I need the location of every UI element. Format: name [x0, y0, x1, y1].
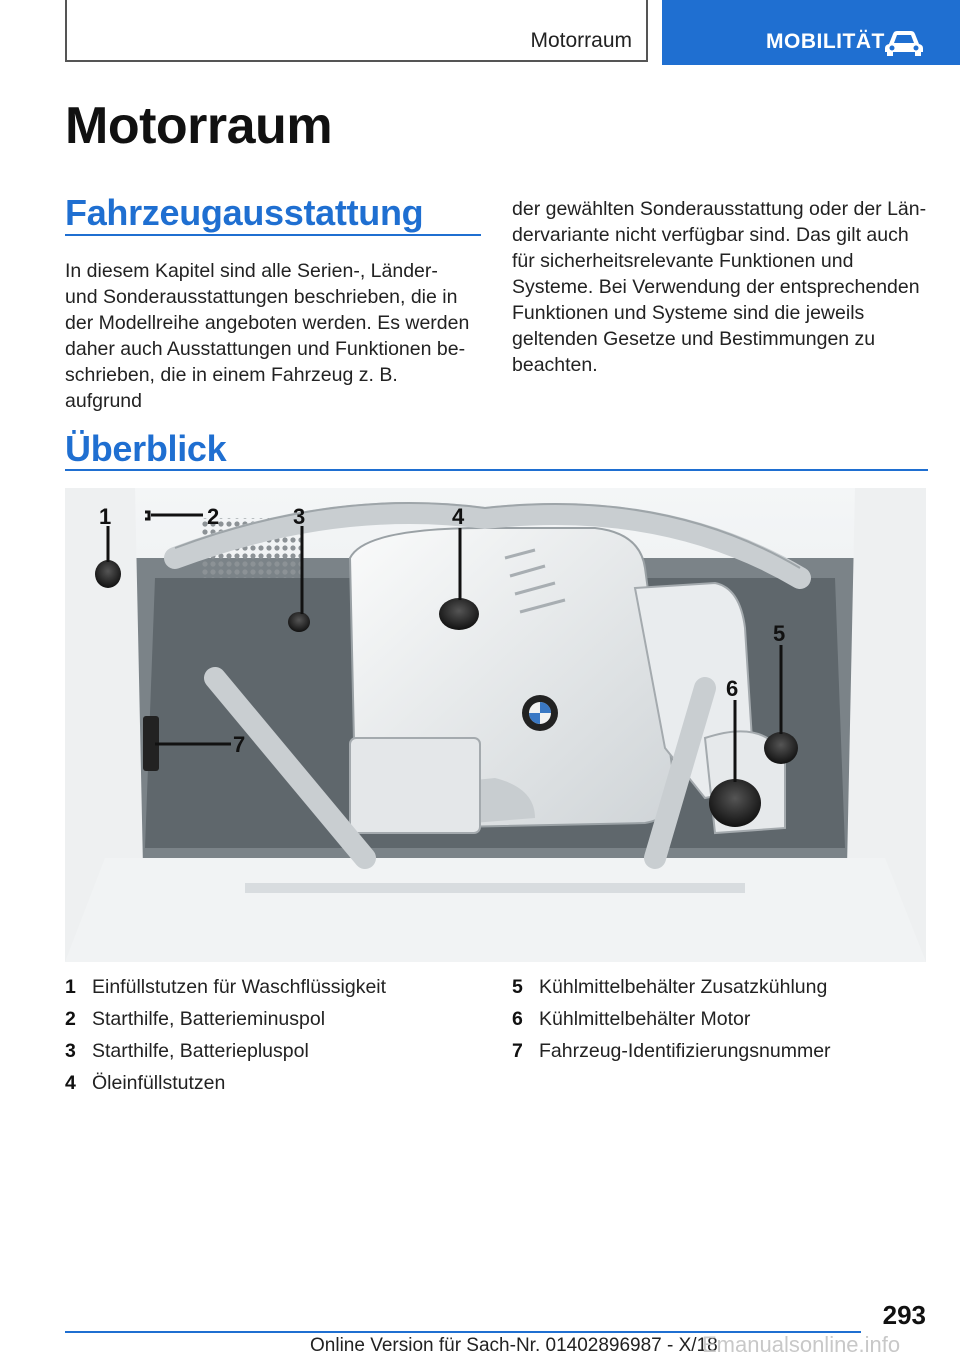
legend-text: Fahrzeug-Identifizierungsnummer [539, 1040, 831, 1062]
legend-text: Kühlmittelbehälter Motor [539, 1008, 751, 1030]
chapter-tab [65, 0, 648, 62]
section-rule [65, 469, 928, 471]
online-version-note: Online Version für Sach-Nr. 01402896987 - X/18 [310, 1335, 718, 1356]
page-number: 293 [882, 1300, 926, 1330]
legend-number: 3 [65, 1040, 76, 1062]
legend-number: 1 [65, 976, 76, 998]
page-title: Motorraum [65, 97, 333, 155]
legend-number: 6 [512, 1008, 523, 1030]
intro-paragraph-col1: In diesem Kapitel sind alle Serien-, Länder- und Sonderausstattungen beschrieben, die in der Modellreihe angeboten werden. Es werden daher auch Ausstattungen und Funktionen beschrieben, die in einem Fahrzeug z. B. aufgrund [65, 260, 470, 412]
figure-callout-1: 1 [99, 504, 112, 529]
legend-item [512, 1006, 932, 1038]
legend-item [65, 1038, 485, 1070]
figure-callout-6: 6 [726, 676, 739, 701]
engine-bay-figure [65, 488, 926, 962]
figure-callout-4: 4 [452, 504, 465, 529]
car-icon [883, 28, 925, 56]
legend-item [512, 1038, 932, 1070]
legend-item [65, 974, 485, 1006]
legend-number: 2 [65, 1008, 76, 1030]
legend-list-left [65, 974, 485, 1102]
legend-item [65, 1070, 485, 1102]
watermark: Emanualsonline.info [702, 1332, 901, 1357]
legend-text: Einfüllstutzen für Waschflüssigkeit [92, 976, 387, 998]
figure-callout-5: 5 [773, 621, 786, 646]
section-heading-ueberblick: Überblick [65, 428, 227, 469]
legend-text: Starthilfe, Batteriepluspol [92, 1040, 309, 1062]
section-tab-label: MOBILITÄT [766, 30, 885, 53]
legend-item [65, 1006, 485, 1038]
legend-list-right [512, 974, 932, 1070]
legend-number: 7 [512, 1040, 523, 1062]
legend-item [512, 974, 932, 1006]
intro-paragraph-col2: der gewählten Sonderausstattung oder der Ländervariante nicht verfügbar sind. Das gilt auch für sicherheitsrelevante Funktionen und Systeme. Bei Verwendung der entsprechenden Funktionen und Systeme sind die jeweils geltenden Gesetze und Bestimmungen zu beachten. [512, 198, 927, 376]
legend-text: Kühlmittelbehälter Zusatzkühlung [539, 976, 828, 998]
section-heading-fahrzeugausstattung: Fahrzeugausstattung [65, 192, 424, 233]
legend-number: 5 [512, 976, 523, 998]
legend-text: Starthilfe, Batterieminuspol [92, 1008, 326, 1030]
chapter-tab-label: Motorraum [530, 29, 632, 52]
figure-callout-2: 2 [207, 504, 220, 529]
figure-callout-7: 7 [233, 732, 246, 757]
legend-number: 4 [65, 1072, 76, 1094]
legend-text: Öleinfüllstutzen [92, 1072, 226, 1094]
section-rule [65, 234, 481, 236]
figure-callout-3: 3 [293, 504, 306, 529]
